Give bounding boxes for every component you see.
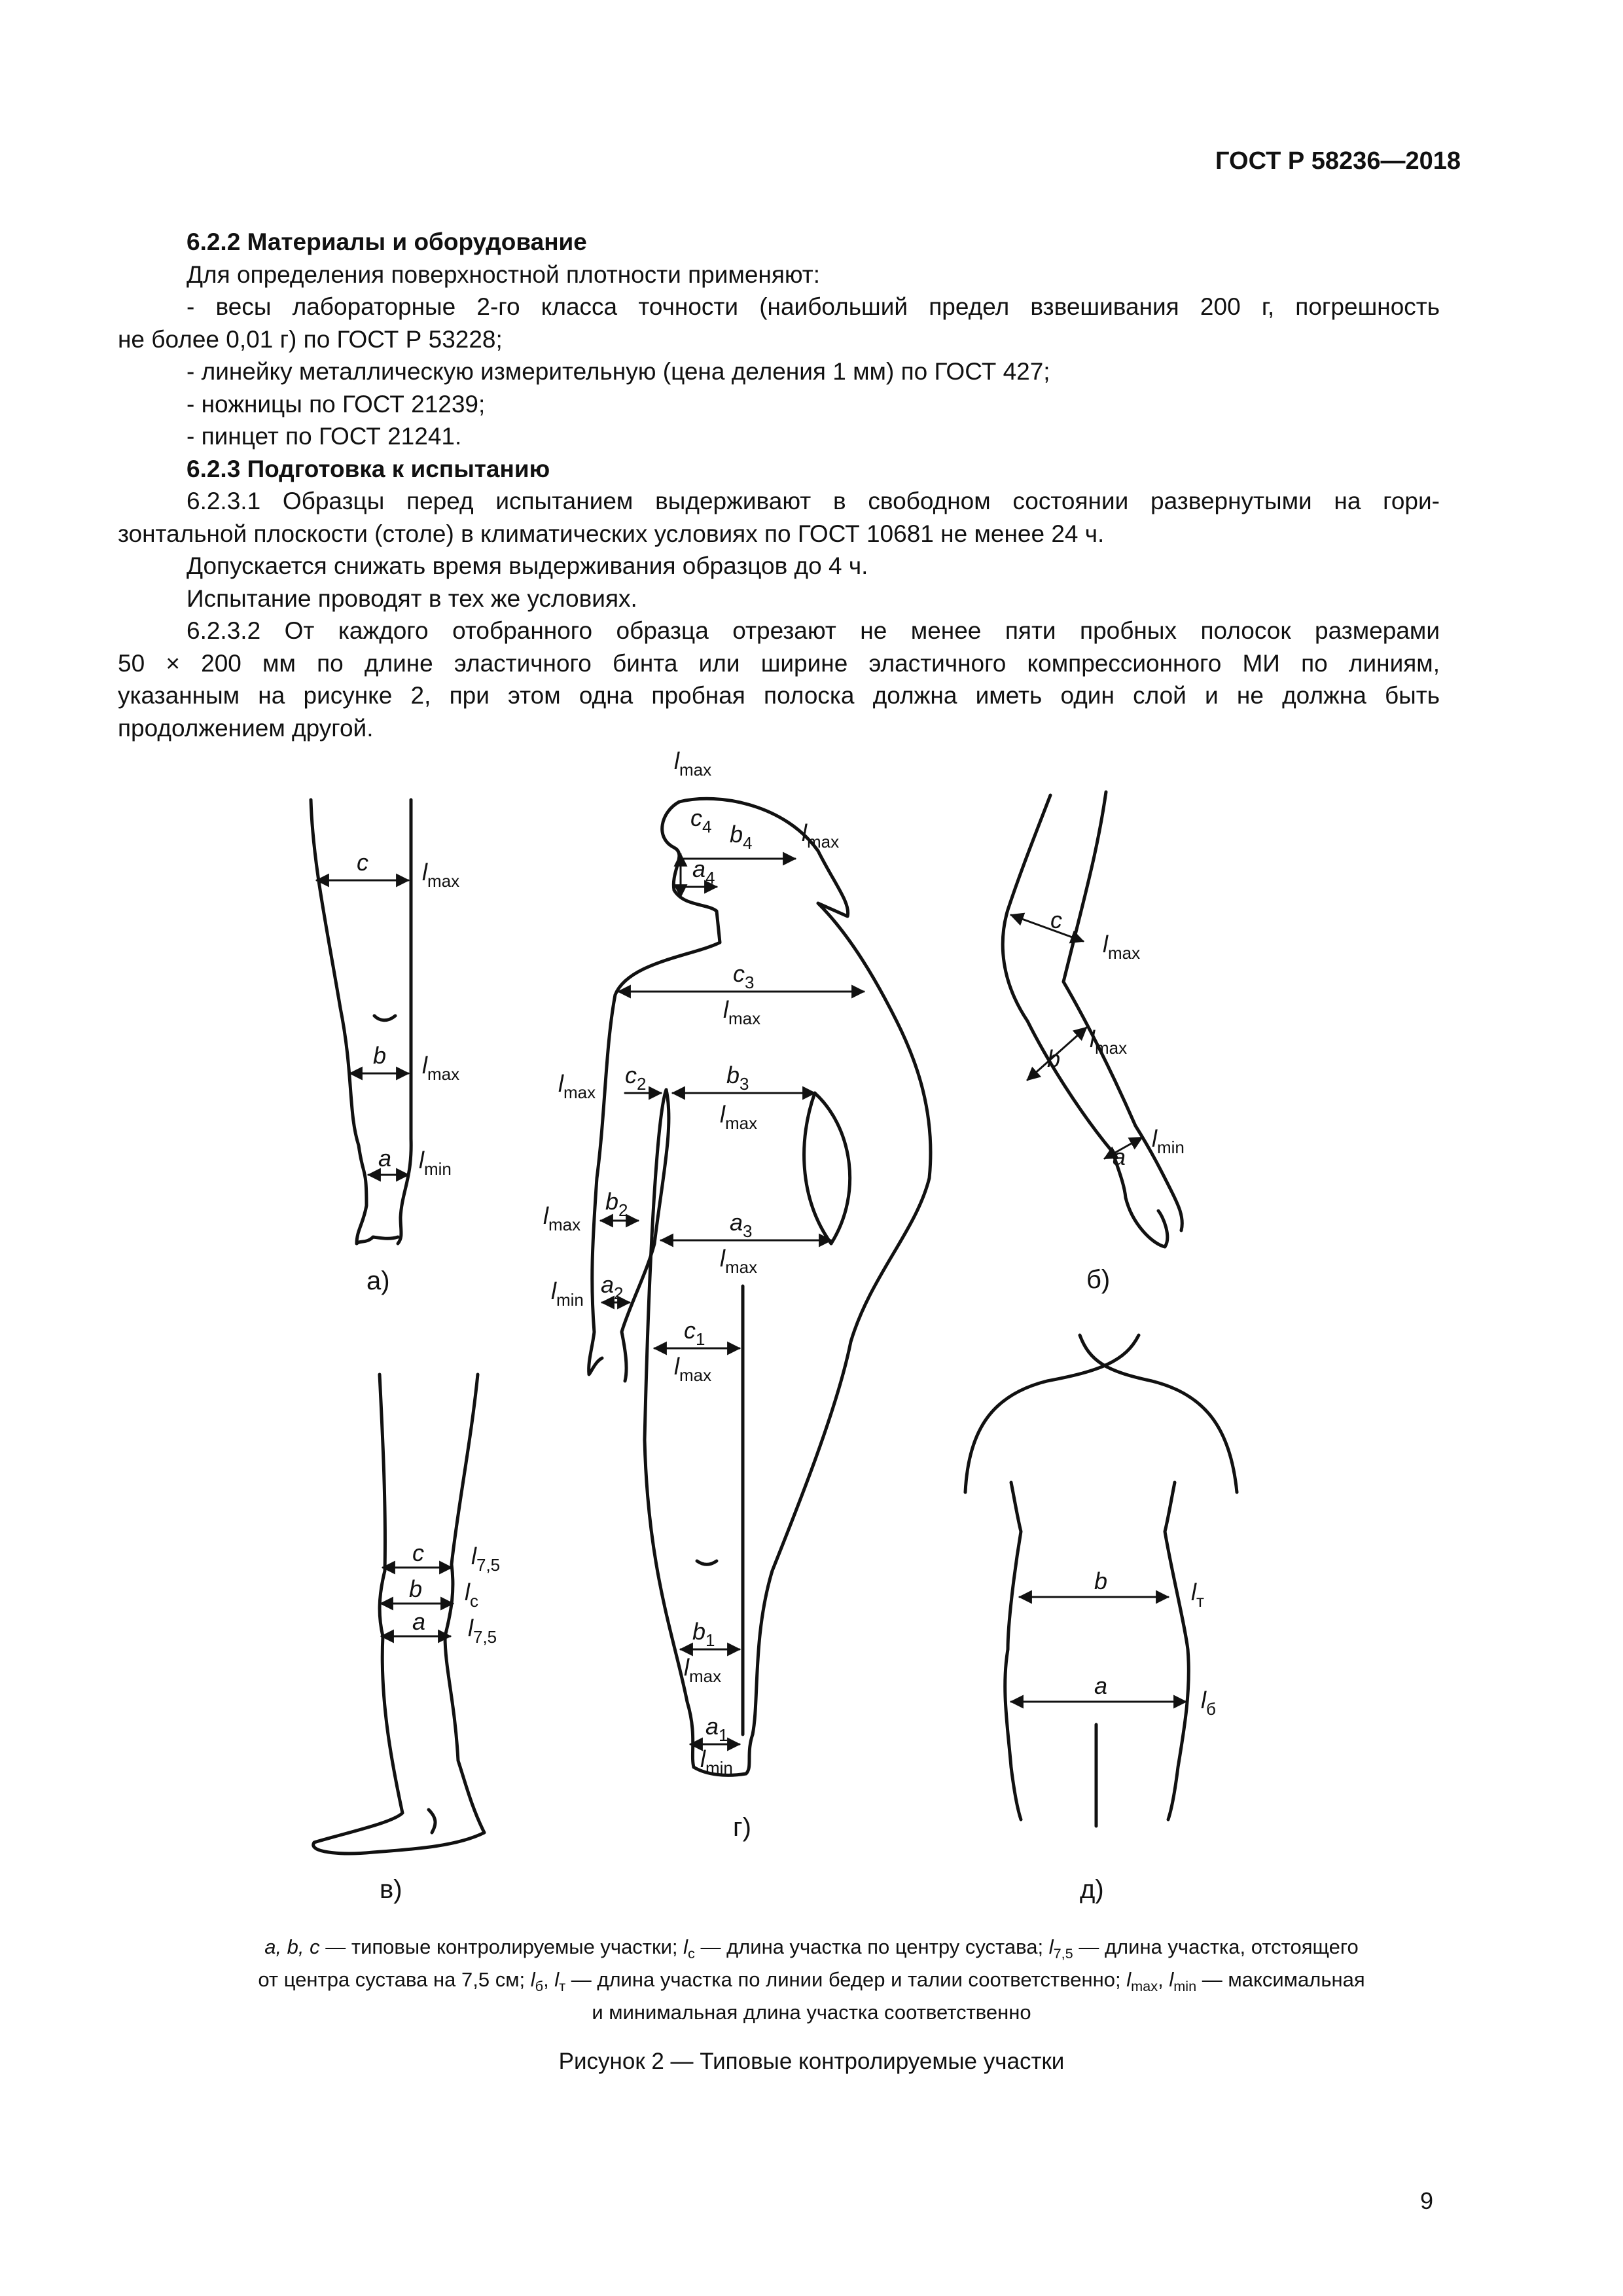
label-l: $l_{7,5}$: [471, 1543, 501, 1575]
legend-line: a, b, c — типовые контролируемые участки; $l_с$ — длина участка по центру сустава; $l_{7,5}$ — длина участка, отстоящего: [264, 1935, 1359, 1962]
paragraph-line: 50 × 200 мм по длине эластичного бинта или ширине эластичного компрессионного МИ по линиям,: [118, 649, 1440, 677]
label-c: c: [412, 1539, 424, 1566]
panel-label-a: а): [366, 1266, 390, 1295]
label-l: $l_{min}$: [551, 1278, 584, 1310]
label-l: $l_{max}$: [723, 996, 761, 1028]
label-a: $a_2$: [601, 1271, 624, 1303]
label-a: $a_3$: [730, 1209, 753, 1241]
label-c: c: [357, 849, 368, 876]
paragraph-line: 6.2.3.1 Образцы перед испытанием выдерживают в свободном состоянии развернутыми на гори-: [187, 488, 1440, 514]
page-number: 9: [1419, 2187, 1433, 2214]
figure-legend: [151, 1934, 1472, 2026]
list-item: - пинцет по ГОСТ 21241.: [187, 423, 462, 450]
panel-label-b: б): [1086, 1265, 1111, 1294]
legend-line: от центра сустава на 7,5 см; $l_б$, $l_т$ — длина участка по линии бедер и талии соответственно; $l_{max}$, $l_{min}$ — максимальная: [258, 1968, 1365, 1995]
panel-label-v: в): [380, 1875, 402, 1904]
panel-label-g: г): [733, 1813, 751, 1842]
label-b: b: [409, 1575, 423, 1602]
label-a: $a_1$: [705, 1713, 728, 1745]
label-b: b: [373, 1042, 387, 1069]
paragraph-line: продолжением другой.: [118, 714, 374, 742]
panel-label-d: д): [1080, 1875, 1104, 1904]
list-item: - линейку металлическую измерительную (цена деления 1 мм) по ГОСТ 427;: [187, 358, 1050, 385]
label-l: $l_{max}$: [674, 1353, 712, 1385]
label-a: a: [378, 1145, 392, 1172]
paragraph: Испытание проводят в тех же условиях.: [187, 584, 637, 612]
figure-title: Рисунок 2 — Типовые контролируемые участки: [558, 2049, 1065, 2074]
list-item: - весы лабораторные 2-го класса точности (наибольший предел взвешивания 200 г, погрешность: [187, 293, 1440, 320]
label-l: $l_{max}$: [422, 1052, 460, 1084]
label-l: $l_{max}$: [543, 1202, 581, 1234]
paragraph: Для определения поверхностной плотности применяют:: [187, 260, 821, 288]
label-l: $l_{7,5}$: [468, 1615, 497, 1647]
document-code: ГОСТ Р 58236—2018: [1215, 147, 1461, 175]
label-l: $l_{max}$: [1090, 1026, 1128, 1058]
paragraph-line: 6.2.3.2 От каждого отобранного образца отрезают не менее пяти пробных полосок размерами: [187, 617, 1440, 644]
label-l: $l_{max}$: [720, 1245, 758, 1277]
label-b: $b_1$: [692, 1618, 715, 1650]
label-b: $b_4$: [730, 821, 753, 853]
label-c: c: [1050, 906, 1062, 933]
section-heading-623: 6.2.3 Подготовка к испытанию: [187, 455, 550, 482]
labels-panel-g: [543, 747, 839, 1842]
paragraph-line: зонтальной плоскости (столе) в климатических условиях по ГОСТ 10681 не менее 24 ч.: [118, 520, 1105, 547]
figure-outline-g: [589, 798, 931, 1775]
label-c: $c_1$: [684, 1317, 705, 1349]
label-l: $l_{min}$: [419, 1147, 452, 1179]
list-item: - ножницы по ГОСТ 21239;: [187, 390, 486, 418]
label-l: $l_с$: [465, 1579, 478, 1611]
label-l: $l_{max}$: [674, 747, 712, 780]
label-c: $c_2$: [625, 1062, 647, 1094]
labels-panel-d: [1080, 1568, 1216, 1904]
label-l: $l_{min}$: [1152, 1125, 1185, 1157]
paragraph: Допускается снижать время выдерживания образцов до 4 ч.: [187, 552, 868, 579]
label-a: a: [412, 1608, 426, 1635]
label-b: b: [1047, 1045, 1061, 1072]
label-a: a: [1113, 1143, 1126, 1170]
label-b: $b_3$: [726, 1062, 749, 1094]
label-c: $c_3$: [733, 960, 755, 992]
label-b: $b_2$: [605, 1188, 628, 1220]
label-l: $l_{max}$: [684, 1654, 722, 1686]
label-l: $l_б$: [1201, 1687, 1216, 1719]
leg-outline-v: [313, 1374, 484, 1854]
paragraph-line: указанным на рисунке 2, при этом одна пробная полоска должна иметь один слой и не должна быть: [118, 682, 1440, 709]
labels-panel-a: [357, 849, 459, 1295]
label-l: $l_т$: [1191, 1579, 1204, 1611]
legend-line: и минимальная длина участка соответственно: [592, 2001, 1031, 2024]
arm-outline-b: [1003, 792, 1182, 1247]
label-a: $a_4$: [692, 855, 715, 888]
label-l: $l_{max}$: [720, 1101, 758, 1133]
label-l: $l_{min}$: [700, 1746, 733, 1778]
label-c: $c_4$: [690, 804, 712, 836]
section-heading-622: 6.2.2 Материалы и оборудование: [187, 228, 587, 255]
label-l: $l_{max}$: [802, 819, 840, 852]
label-l: $l_{max}$: [422, 859, 460, 891]
label-b: b: [1094, 1568, 1108, 1594]
label-l: $l_{max}$: [558, 1070, 596, 1102]
list-item-continuation: не более 0,01 г) по ГОСТ Р 53228;: [118, 325, 503, 353]
label-l: $l_{max}$: [1103, 931, 1141, 963]
label-a: a: [1094, 1672, 1108, 1699]
